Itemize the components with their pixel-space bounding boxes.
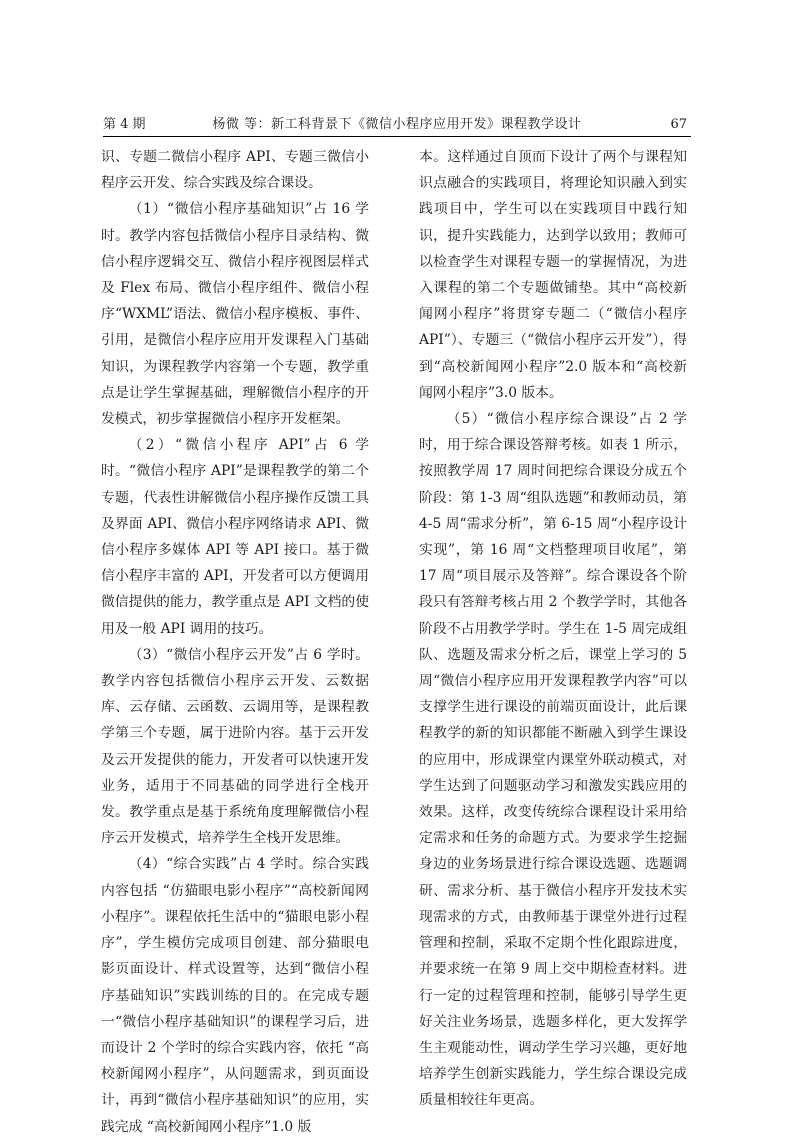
issue-number: 第 4 期 (103, 117, 146, 132)
paragraph-practice: （4）“综合实践”占 4 学时。综合实践内容包括 “仿猫眼电影小程序”“高校新闻网小程序”。课程依托生活中的“猫眼电影小程序”，学生模仿完成项目创建、部分猫眼电影页面设计、样式设置等，达到“微信小程序基础知识”实践训练的目的。在完成专题一“微信小程序基础知识”的课程学习后，进而设计 2 个学时的综合实践内容，依托 “高校新闻网小程序”，从问题需求，到页面设计，再到“微信小程序基础知识”的应用，实践完成 “高校新闻网小程序”1.0 版 (101, 856, 369, 1135)
paragraph-basics: （1）“微信小程序基础知识”占 16 学时。教学内容包括微信小程序目录结构、微信小程序逻辑交互、微信小程序视图层样式及 Flex 布局、微信小程序组件、微信小程序“WXML”语法、微信小程序模板、事件、引用，是微信小程序应用开发课程入门基础知识，为课程教学内容第一个专题，教学重点是让学生掌握基础，理解微信小程序的开发模式，初步掌握微信小程序开发框架。 (101, 201, 369, 428)
right-column (419, 144, 687, 1114)
paragraph-api: （2）“微信小程序 API”占 6 学时。“微信小程序 API”是课程教学的第二个专题，代表性讲解微信小程序操作反馈工具及界面 API、微信小程序网络请求 API、微信小程序多媒体 API 等 API 接口。基于微信小程序丰富的 API，开发者可以方便调用微信提供的能力，教学重点是 API 文档的使用及一般 API 调用的技巧。 (101, 437, 370, 637)
header-rule (103, 136, 691, 137)
page-number: 67 (670, 117, 687, 132)
running-title: 杨微 等：新工科背景下《微信小程序应用开发》课程教学设计 (212, 117, 582, 132)
running-header (103, 116, 691, 134)
paragraph-continued: 识、专题二微信小程序 API、专题三微信小程序云开发、综合实践及综合课设。 (101, 149, 369, 192)
paragraph-practice-continued: 本。这样通过自顶而下设计了两个与课程知识点融合的实践项目，将理论知识融入到实践项目中，学生可以在实践项目中践行知识，提升实践能力，达到学以致用；教师可以检查学生对课程专题一的掌握情况，为进入课程的第二个专题做铺垫。其中“高校新闻网小程序”将贯穿专题二（“微信小程序 API”）、专题三（“微信小程序云开发”），得到“高校新闻网小程序”2.0 版本和“高校新闻网小程序”3.0 版本。 (419, 149, 687, 401)
paragraph-course-design: （5）“微信小程序综合课设”占 2 学时，用于综合课设答辩考核。如表 1 所示，按照教学周 17 周时间把综合课设分成五个阶段：第 1-3 周“组队选题”和教师动员，第 4-5 周“需求分析”，第 6-15 周“小程序设计实现”，第 16 周“文档整理项目收尾”，第 17 周“项目展示及答辩”。综合课设各个阶段只有答辩考核占用 2 个教学学时，其他各阶段不占用教学学时。学生在 1-5 周完成组队、选题及需求分析之后，课堂上学习的 5 周“微信小程序应用开发课程教学内容”可以支撑学生进行课设的前端页面设计，此后课程教学的新的知识都能不断融入到学生课设的应用中，形成课堂内课堂外联动模式，对学生达到了问题驱动学习和激发实践应用的效果。这样，改变传统综合课程设计采用给定需求和任务的命题方式。为要求学生挖掘身边的业务场景进行综合课设选题、选题调研、需求分析、基于微信小程序开发技术实现需求的方式，由教师基于课堂外进行过程管理和控制，采取不定期个性化跟踪进度，并要求统一在第 9 周上交中期检查材料。进行一定的过程管理和控制，能够引导学生更好关注业务场景，选题多样化，更大发挥学生主观能动性，调动学生学习兴趣，更好地培养学生创新实践能力，学生综合课设完成质量相较往年更高。 (419, 411, 687, 1109)
paragraph-cloud: （3）“微信小程序云开发”占 6 学时。教学内容包括微信小程序云开发、云数据库、云存储、云函数、云调用等，是课程教学第三个专题，属于进阶内容。基于云开发及云开发提供的能力，开发者可以快速开发业务，适用于不同基础的同学进行全栈开发。教学重点是基于系统角度理解微信小程序云开发模式，培养学生全栈开发思维。 (101, 646, 369, 847)
left-column (101, 144, 369, 1140)
